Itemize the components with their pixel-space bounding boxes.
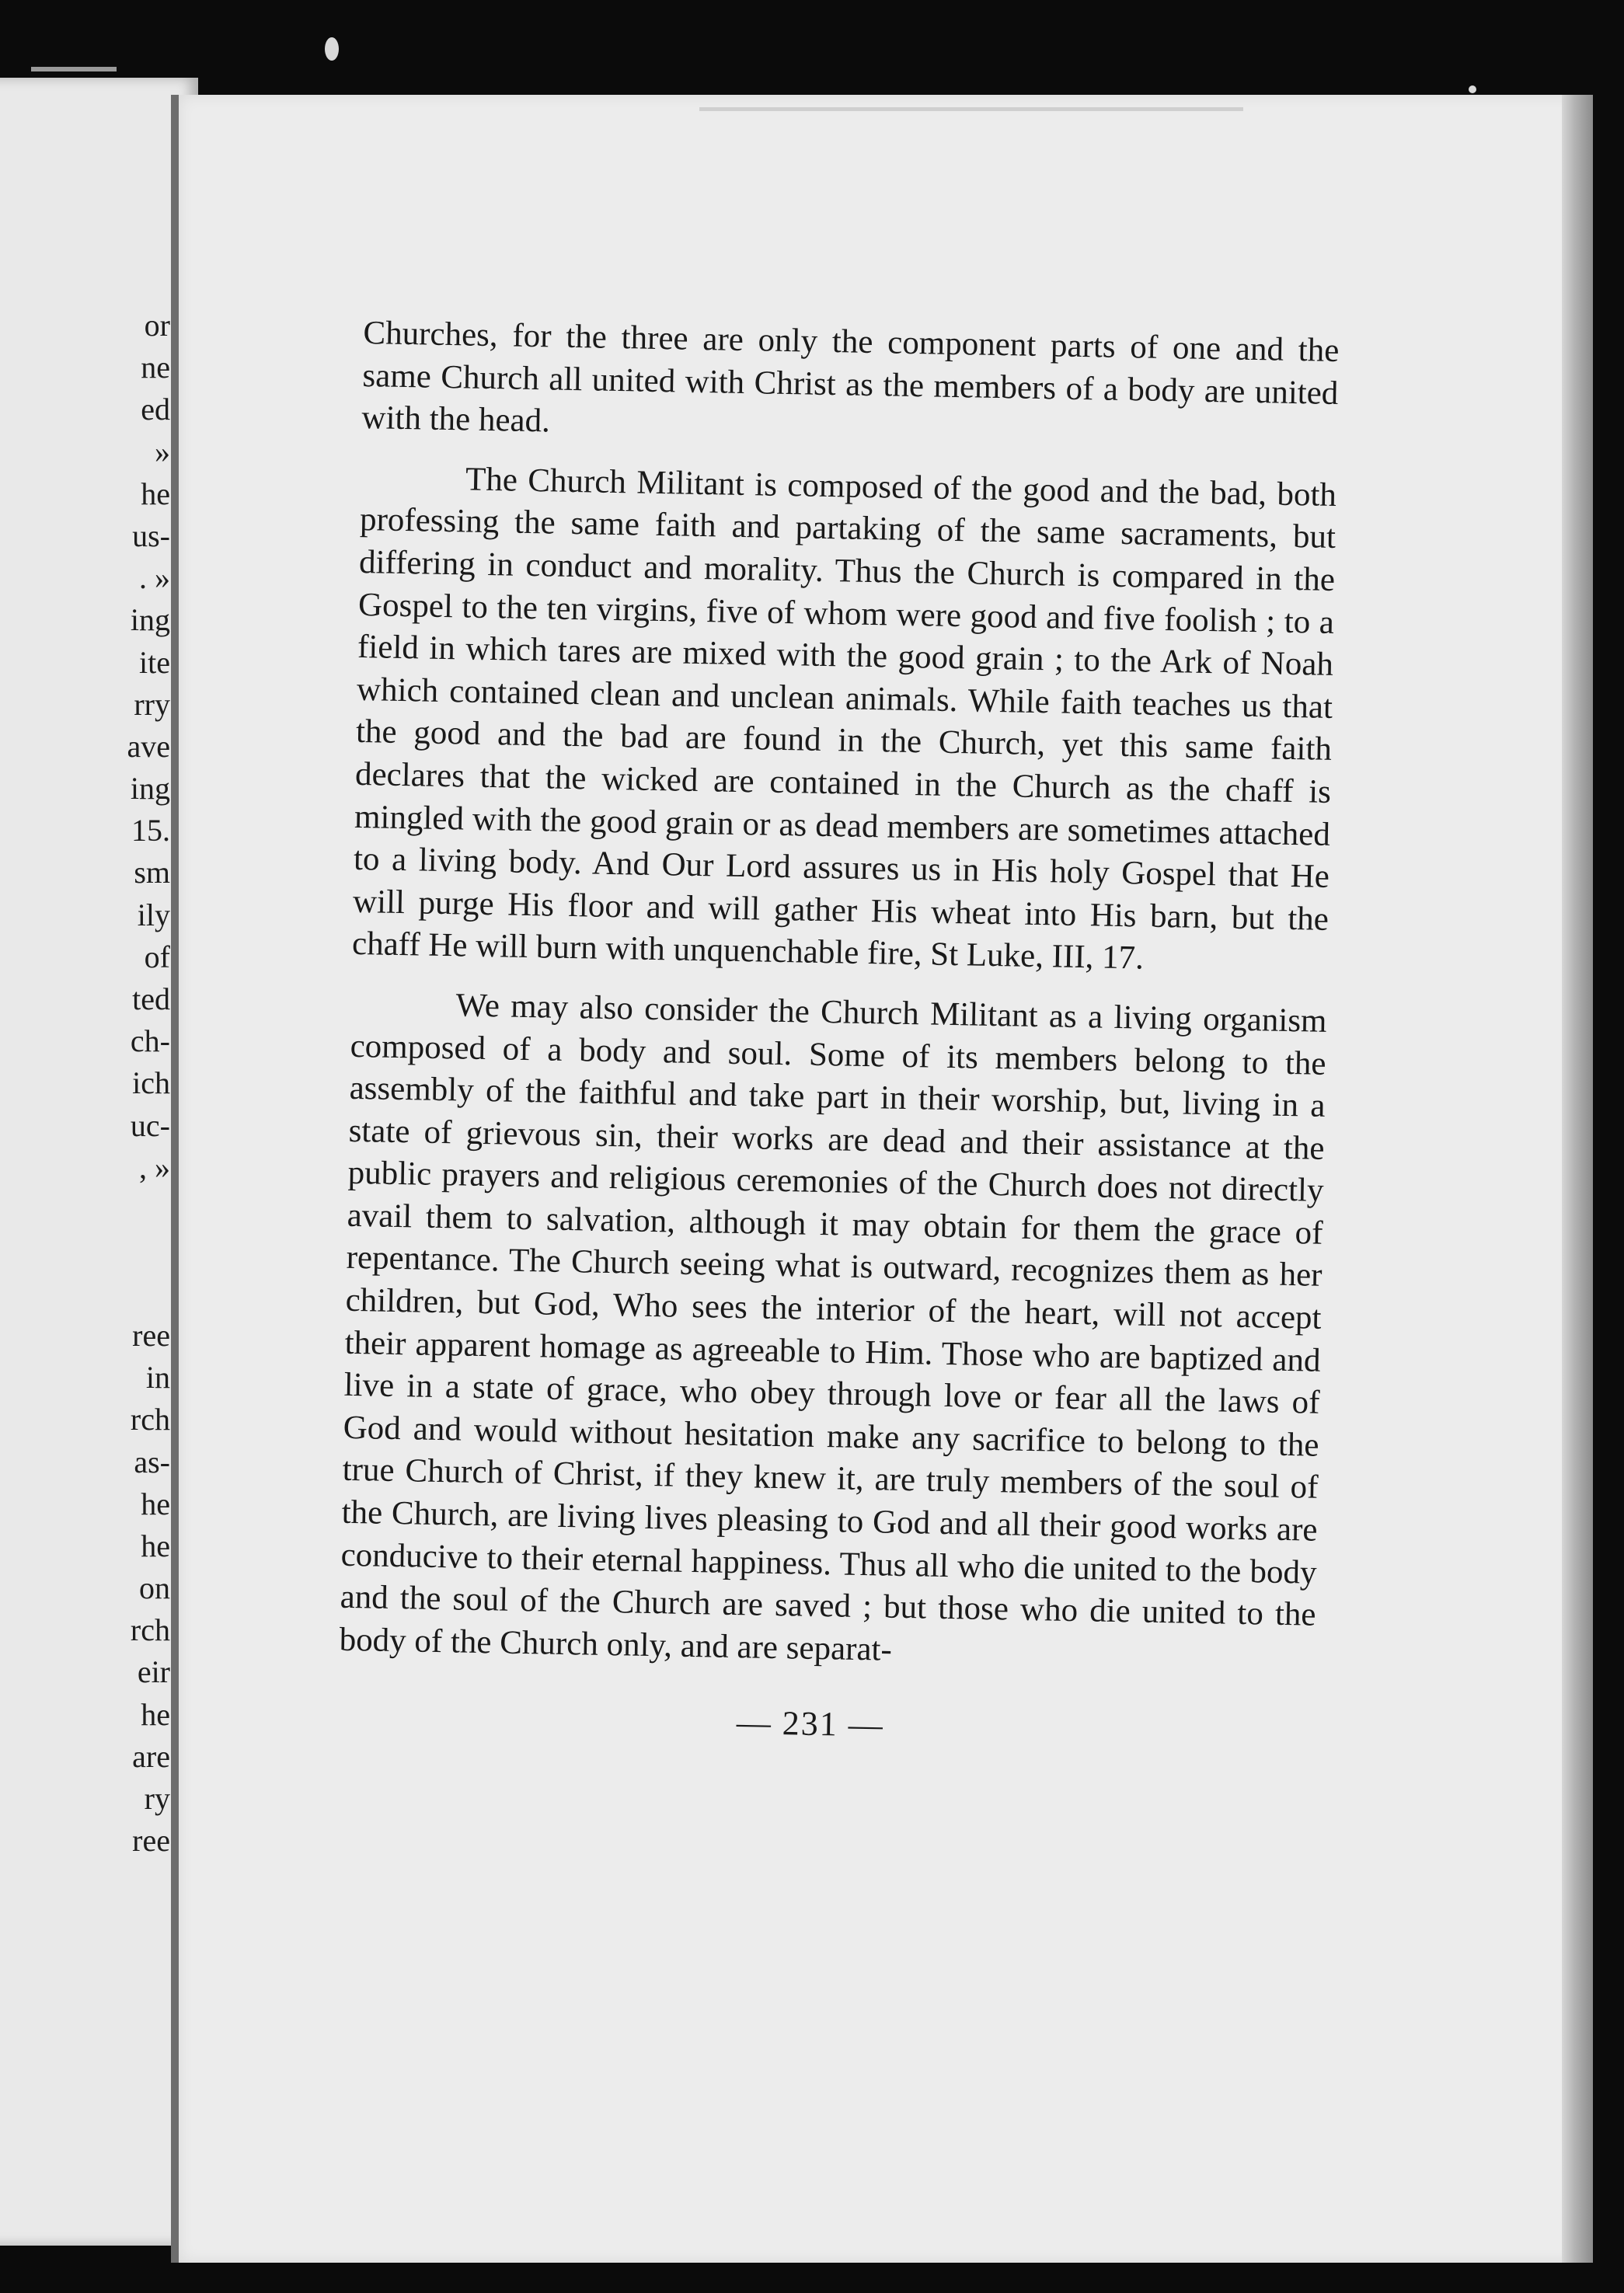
left-fragment: ted (132, 981, 170, 1016)
left-fragment: ry (144, 1781, 170, 1816)
left-fragment: he (141, 1696, 170, 1732)
page-text-block (337, 312, 1339, 1753)
left-fragment: us- (132, 517, 170, 553)
left-fragment: of (144, 939, 170, 974)
left-fragment: . » (139, 560, 170, 596)
scan-smudge (699, 107, 1243, 111)
left-fragment: rch (130, 1402, 170, 1437)
fragment-gap (127, 1189, 170, 1315)
left-fragment: ing (130, 771, 170, 807)
paragraph-church-militant: The Church Militant is composed of the good and the bad, both professing the same faith and partaking of the same sacraments, but differing in conduct and morality. Thus the Church is compared in the Gospel to the ten virgins, five of whom were good and five foolish ; to a field in which tares are mixed with the good grain ; to the Ark of Noah which contained clean and unclean animals. While faith teaches us that the good and the bad are found in the Church, yet this same faith declares that the wicked are contained in the Church as the chaff is mingled with the good grain or as dead members are sometimes attached to a living body. And Our Lord assures us in His holy Gospel that He will purge His floor and will gather His wheat into His barn, but the chaff He will burn with unquenchable fire, St Luke, III, 17. (351, 461, 1337, 977)
left-fragment: ne (141, 350, 170, 385)
page-number: — 231 — (736, 1703, 885, 1744)
left-fragment: he (141, 476, 170, 511)
left-fragment: or (144, 308, 170, 343)
left-fragment: ily (137, 897, 170, 932)
left-fragment: ave (127, 728, 170, 764)
left-page-text-fragments (127, 305, 170, 1862)
left-fragment: on (139, 1570, 170, 1606)
left-fragment: in (145, 1360, 170, 1396)
scan-smudge (31, 67, 117, 71)
scan-speck (325, 37, 339, 61)
left-fragment: 15. (131, 813, 170, 849)
left-fragment: » (155, 434, 170, 469)
scan-speck (1469, 85, 1476, 93)
left-fragment: uc- (130, 1107, 170, 1143)
left-fragment: ed (141, 392, 170, 427)
left-fragment: ich (132, 1065, 170, 1101)
page-edge-shadow (1562, 95, 1593, 2263)
left-fragment: rch (130, 1612, 170, 1648)
book-page (171, 95, 1593, 2263)
left-fragment: he (141, 1528, 170, 1563)
left-fragment: ree (132, 1317, 170, 1353)
left-fragment: ing (130, 602, 170, 638)
left-fragment: ch- (130, 1023, 170, 1059)
left-fragment: eir (137, 1654, 170, 1690)
left-fragment: as- (134, 1444, 170, 1479)
left-fragment: ree (132, 1823, 170, 1859)
left-fragment: , » (139, 1149, 170, 1185)
paragraph-continuation: Churches, for the three are only the component parts of one and the same Church all united with Christ as the members of a body are united with the head. (361, 314, 1340, 440)
left-facing-page (0, 78, 198, 2246)
left-fragment: he (141, 1486, 170, 1521)
left-fragment: are (132, 1738, 170, 1774)
paragraph-living-organism: We may also consider the Church Militant as a living organism composed of a body and soul. Some of its members belong to the assembly of the faithful and take part in their worship, but, living in a state of grievous sin, their works are dead and their assistance at the public prayers and religious ceremonies of the Church does not directly avail them to salvation, although it may obtain for them the grace of repentance. The Church seeing what is outward, recognizes them as her children, but God, Who sees the interior of the heart, will not accept their apparent homage as agreeable to Him. Those who are baptized and live in a state of grace, who obey through love or fear all the laws of God and would without hesitation make any sacrifice to belong to the true Church of Christ, if they knew it, are truly members of the soul of the Church, are living lives pleasing to God and all their good works are conducive to their eternal happiness. Thus all who die united to the body and the soul of the Church are saved ; but those who die united to the body of the Church only, and are separat- (339, 987, 1327, 1668)
left-fragment: sm (134, 855, 170, 890)
left-fragment: ite (139, 644, 170, 680)
left-fragment: rry (134, 686, 170, 722)
